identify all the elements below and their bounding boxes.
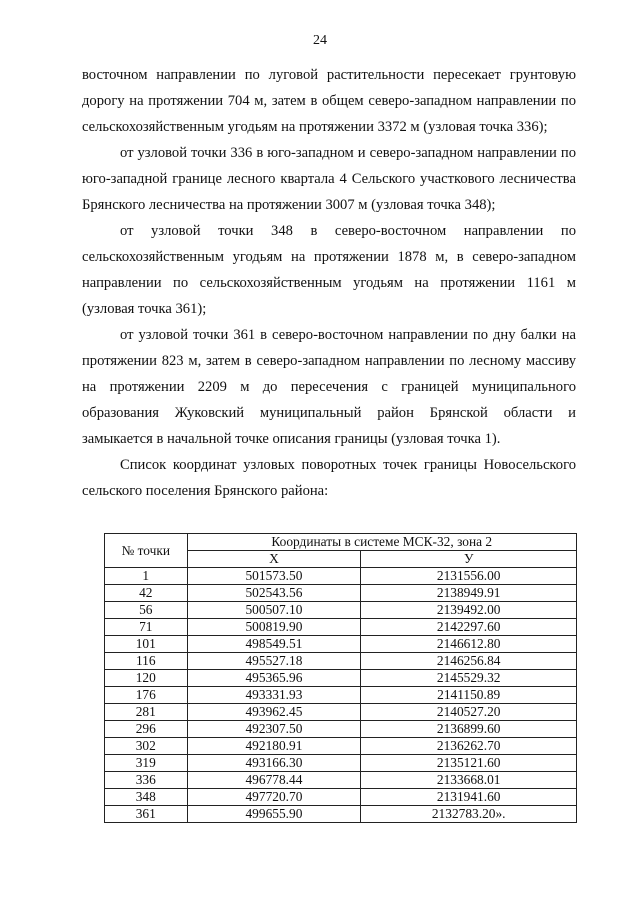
table-row <box>105 789 577 806</box>
table-header-row <box>105 534 577 551</box>
cell-point-number: 296 <box>105 721 188 738</box>
cell-point-number: 336 <box>105 772 188 789</box>
cell-point-number: 348 <box>105 789 188 806</box>
table-row <box>105 806 577 823</box>
cell-point-number: 42 <box>105 585 188 602</box>
cell-point-number: 56 <box>105 602 188 619</box>
cell-y: 2145529.32 <box>361 670 577 687</box>
cell-point-number: 116 <box>105 653 188 670</box>
coordinates-table <box>104 533 577 823</box>
cell-point-number: 120 <box>105 670 188 687</box>
paragraph: от узловой точки 348 в северо-восточном направлении по сельскохозяйственным угодьям на протяжении 1878 м, в северо-западном направлении по сельскохозяйственным угодьям на протяжении 1161 м (узловая точка 361); <box>82 223 576 317</box>
cell-y: 2138949.91 <box>361 585 577 602</box>
paragraph: Список координат узловых поворотных точек границы Новосельского сельского поселения Брянского района: <box>82 457 576 499</box>
table-row <box>105 704 577 721</box>
table-row <box>105 721 577 738</box>
cell-y: 2140527.20 <box>361 704 577 721</box>
cell-x: 493962.45 <box>187 704 361 721</box>
cell-y: 2142297.60 <box>361 619 577 636</box>
cell-x: 501573.50 <box>187 568 361 585</box>
header-coordinate-system: Координаты в системе МСК-32, зона 2 <box>187 534 576 551</box>
coordinates-table-body <box>105 568 577 823</box>
paragraph: от узловой точки 336 в юго-западном и северо-западном направлении по юго-западной границе лесного квартала 4 Сельского участкового лесничества Брянского лесничества на протяжении 3007 м (узловая точка 348); <box>82 145 576 213</box>
coordinates-table-wrapper <box>104 533 577 823</box>
cell-y: 2141150.89 <box>361 687 577 704</box>
cell-x: 500819.90 <box>187 619 361 636</box>
cell-x: 493331.93 <box>187 687 361 704</box>
cell-x: 500507.10 <box>187 602 361 619</box>
header-y: У <box>361 551 577 568</box>
cell-x: 497720.70 <box>187 789 361 806</box>
paragraph: от узловой точки 361 в северо-восточном направлении по дну балки на протяжении 823 м, затем в северо-западном направлении по лесному массиву на протяжении 2209 м до пересечения с границей муниципального образования Жуковский муниципальный район Брянской области и замыкается в начальной точке описания границы (узловая точка 1). <box>82 327 576 447</box>
cell-x: 502543.56 <box>187 585 361 602</box>
table-row <box>105 772 577 789</box>
cell-x: 492307.50 <box>187 721 361 738</box>
table-row <box>105 585 577 602</box>
table-row <box>105 755 577 772</box>
cell-y: 2135121.60 <box>361 755 577 772</box>
cell-x: 496778.44 <box>187 772 361 789</box>
header-x: X <box>187 551 361 568</box>
cell-y: 2136262.70 <box>361 738 577 755</box>
cell-point-number: 361 <box>105 806 188 823</box>
cell-y: 2131556.00 <box>361 568 577 585</box>
cell-y: 2133668.01 <box>361 772 577 789</box>
cell-point-number: 71 <box>105 619 188 636</box>
table-row <box>105 602 577 619</box>
cell-x: 495365.96 <box>187 670 361 687</box>
cell-y: 2136899.60 <box>361 721 577 738</box>
cell-y: 2131941.60 <box>361 789 577 806</box>
table-row <box>105 653 577 670</box>
cell-x: 495527.18 <box>187 653 361 670</box>
table-row <box>105 636 577 653</box>
cell-x: 499655.90 <box>187 806 361 823</box>
table-row <box>105 619 577 636</box>
cell-point-number: 281 <box>105 704 188 721</box>
header-point-number: № точки <box>105 534 188 568</box>
cell-y: 2146256.84 <box>361 653 577 670</box>
paragraph: восточном направлении по луговой растительности пересекает грунтовую дорогу на протяжении 704 м, затем в общем северо-западном направлении по сельскохозяйственным угодьям на протяжении 3372 м (узловая точка 336); <box>82 67 576 135</box>
page-number: 24 <box>313 33 327 48</box>
cell-x: 493166.30 <box>187 755 361 772</box>
cell-x: 498549.51 <box>187 636 361 653</box>
cell-point-number: 1 <box>105 568 188 585</box>
document-body <box>82 62 576 504</box>
cell-y: 2146612.80 <box>361 636 577 653</box>
cell-point-number: 302 <box>105 738 188 755</box>
cell-point-number: 101 <box>105 636 188 653</box>
cell-point-number: 319 <box>105 755 188 772</box>
table-row <box>105 670 577 687</box>
table-row <box>105 568 577 585</box>
cell-y: 2139492.00 <box>361 602 577 619</box>
cell-y: 2132783.20». <box>361 806 577 823</box>
cell-x: 492180.91 <box>187 738 361 755</box>
table-row <box>105 687 577 704</box>
cell-point-number: 176 <box>105 687 188 704</box>
table-row <box>105 738 577 755</box>
